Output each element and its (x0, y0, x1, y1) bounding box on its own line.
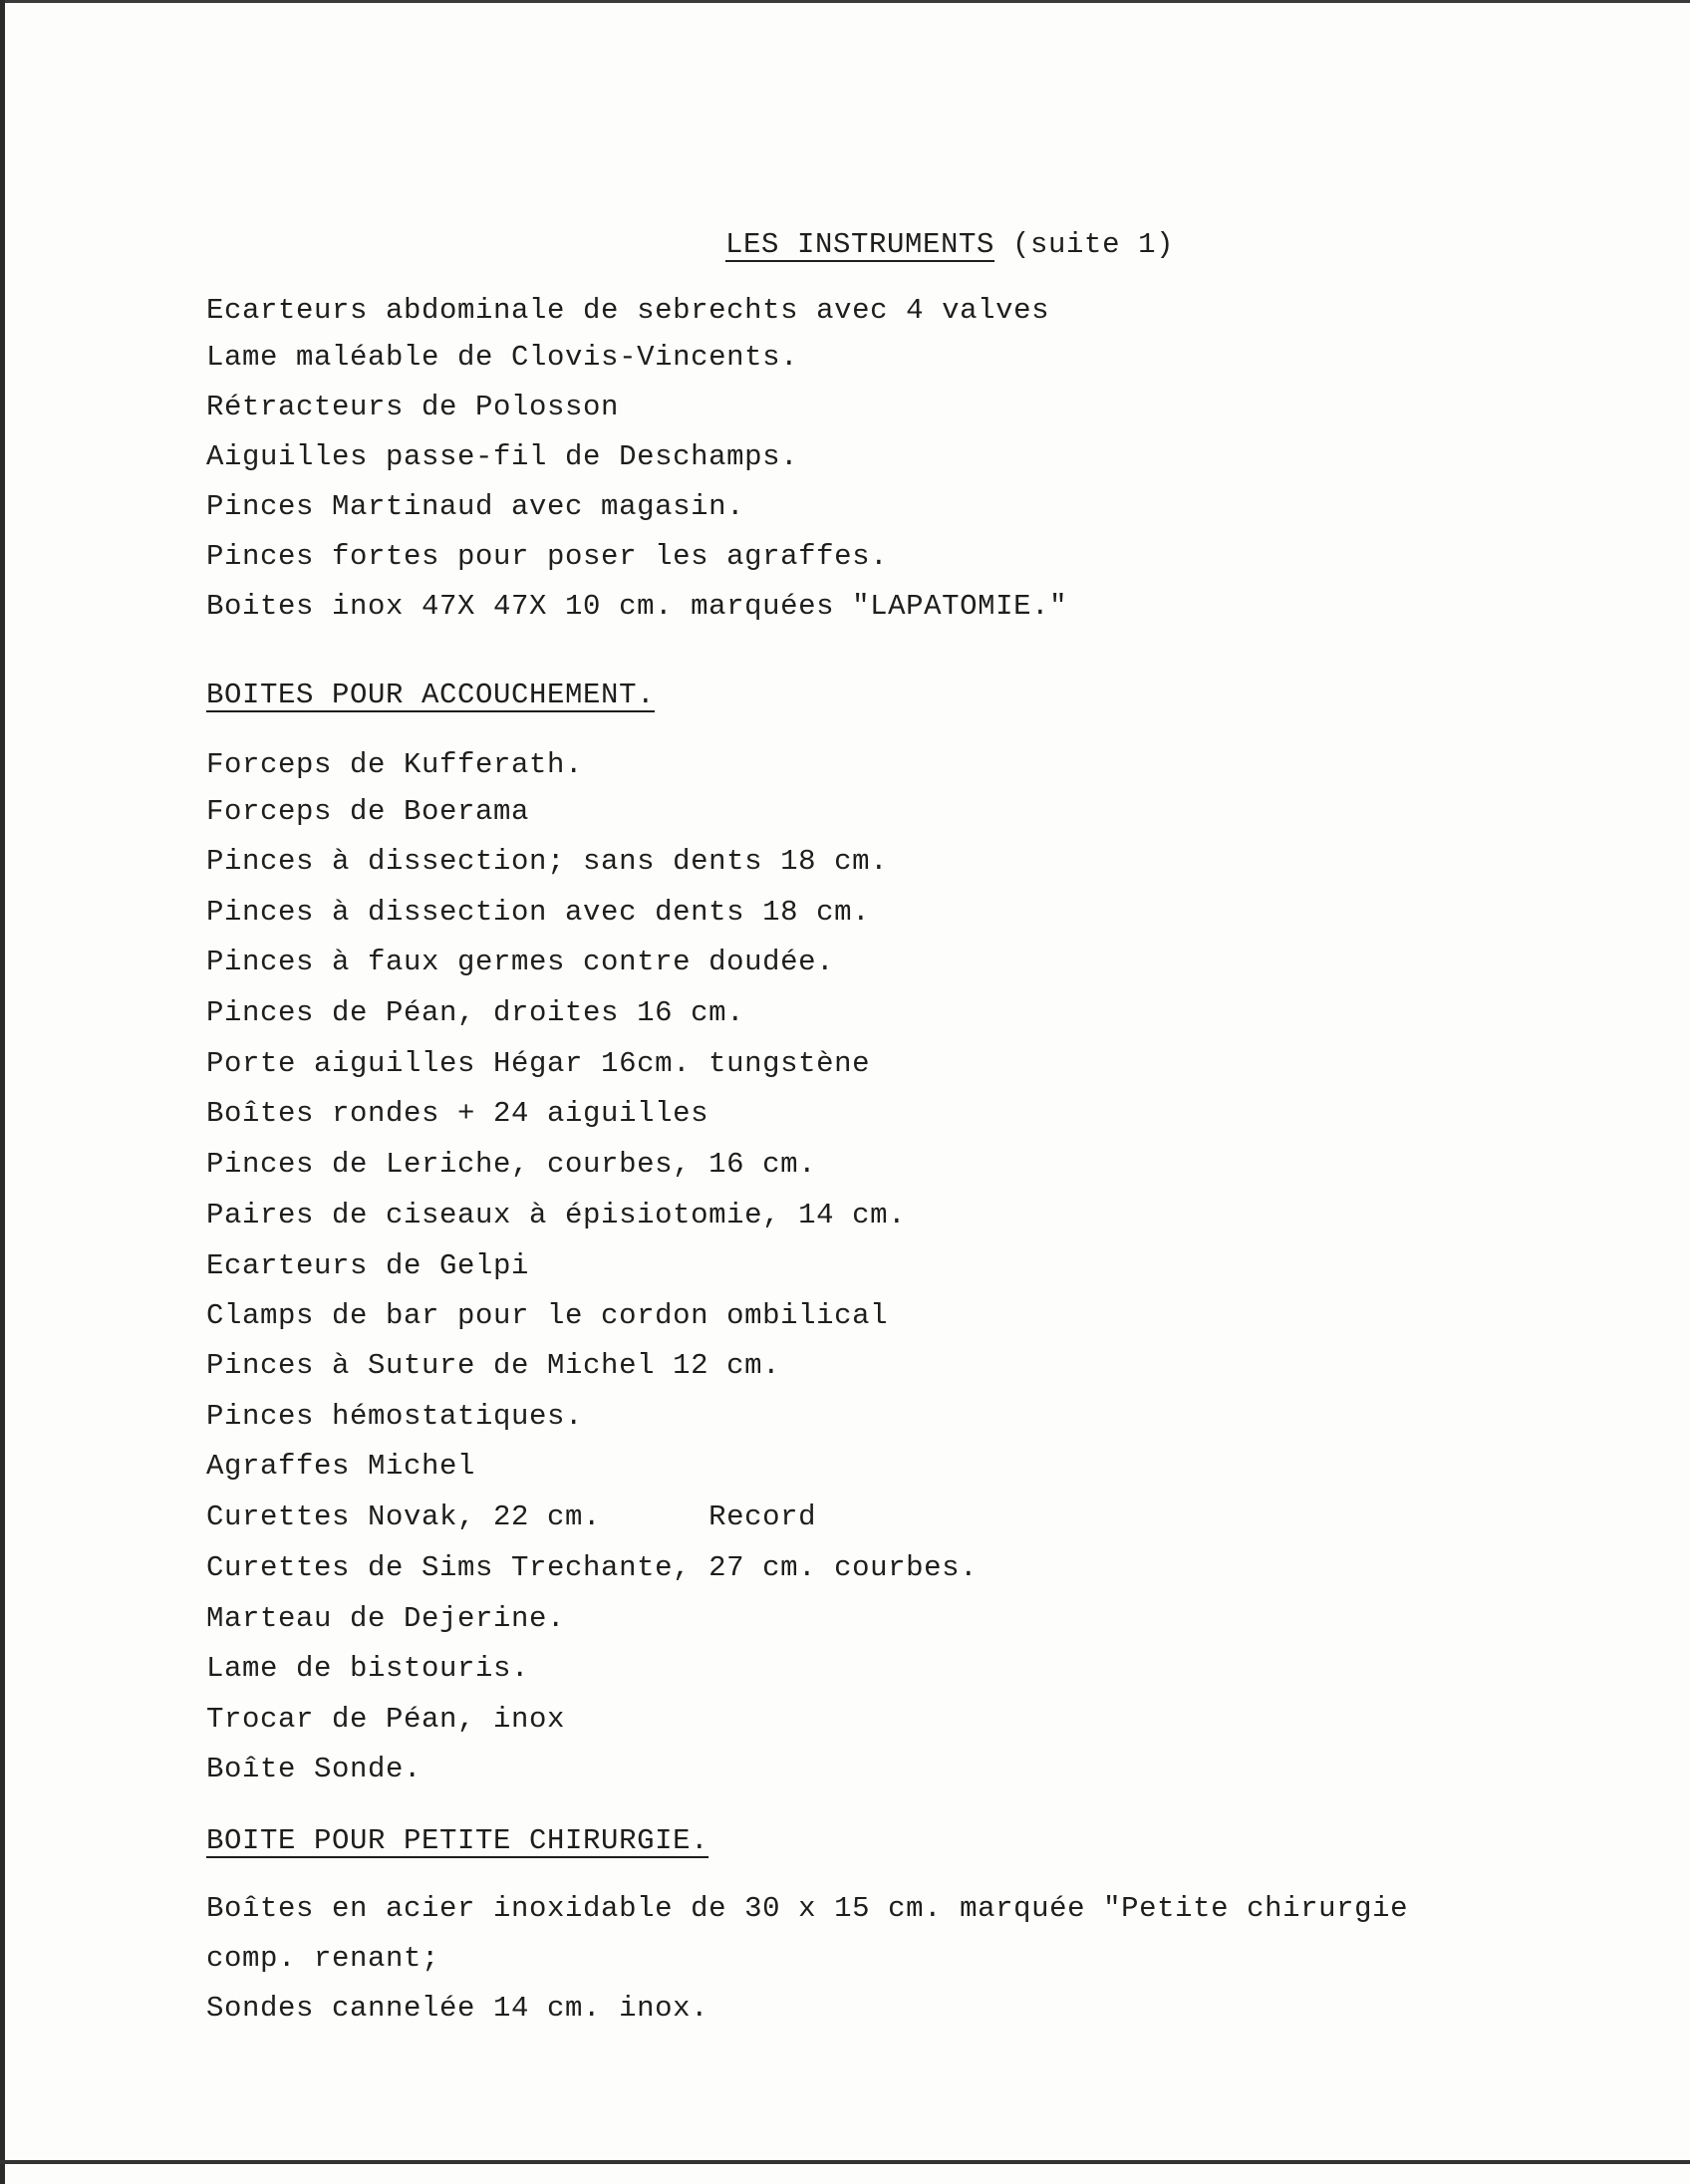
list-item: Rétracteurs de Polosson (206, 391, 620, 423)
list-item: Curettes Novak, 22 cm. Record (206, 1501, 817, 1533)
scan-edge-bottom (0, 2160, 1690, 2164)
list-item: Sondes cannelée 14 cm. inox. (206, 1992, 709, 2025)
scan-edge-top (0, 0, 1690, 3)
list-item: Pinces à faux germes contre doudée. (206, 946, 835, 978)
page-title (725, 227, 1174, 263)
list-item: Pinces à dissection avec dents 18 cm. (206, 896, 871, 929)
list-item: Lame de bistouris. (206, 1652, 530, 1685)
list-item: Clamps de bar pour le cordon ombilical (206, 1299, 889, 1332)
list-item: Porte aiguilles Hégar 16cm. tungstène (206, 1047, 871, 1080)
list-item: Boîtes en acier inoxidable de 30 x 15 cm. marquée "Petite chirurgie (206, 1892, 1409, 1925)
list-item: Forceps de Boerama (206, 795, 530, 828)
list-item: Lame maléable de Clovis-Vincents. (206, 341, 799, 374)
list-item: Ecarteurs abdominale de sebrechts avec 4 valves (206, 294, 1050, 327)
list-item: Pinces fortes pour poser les agraffes. (206, 540, 889, 573)
list-item: Boîtes rondes + 24 aiguilles (206, 1097, 709, 1130)
list-item: Pinces de Leriche, courbes, 16 cm. (206, 1148, 817, 1181)
list-item: Pinces à Suture de Michel 12 cm. (206, 1349, 781, 1382)
list-item: Boites inox 47X 47X 10 cm. marquées "LAPATOMIE." (206, 590, 1068, 623)
list-item: Pinces hémostatiques. (206, 1400, 584, 1433)
list-item: Forceps de Kufferath. (206, 748, 584, 781)
list-item: Pinces de Péan, droites 16 cm. (206, 996, 745, 1029)
section-heading: BOITES POUR ACCOUCHEMENT. (206, 679, 656, 711)
list-item: comp. renant; (206, 1942, 440, 1975)
list-item: Pinces à dissection; sans dents 18 cm. (206, 845, 889, 878)
list-item: Ecarteurs de Gelpi (206, 1249, 530, 1282)
list-item: Boîte Sonde. (206, 1753, 422, 1785)
list-item: Pinces Martinaud avec magasin. (206, 490, 745, 523)
section-heading: BOITE POUR PETITE CHIRURGIE. (206, 1824, 709, 1857)
list-item: Marteau de Dejerine. (206, 1602, 566, 1635)
list-item: Agraffes Michel (206, 1450, 476, 1483)
list-item: Aiguilles passe-fil de Deschamps. (206, 440, 799, 473)
list-item: Paires de ciseaux à épisiotomie, 14 cm. (206, 1199, 907, 1231)
list-item: Trocar de Péan, inox (206, 1703, 566, 1736)
page-title-suffix: (suite 1) (994, 228, 1175, 261)
scan-edge-left (0, 0, 5, 2184)
page-title-main: LES INSTRUMENTS (725, 228, 995, 261)
list-item: Curettes de Sims Trechante, 27 cm. courbes. (206, 1551, 979, 1584)
